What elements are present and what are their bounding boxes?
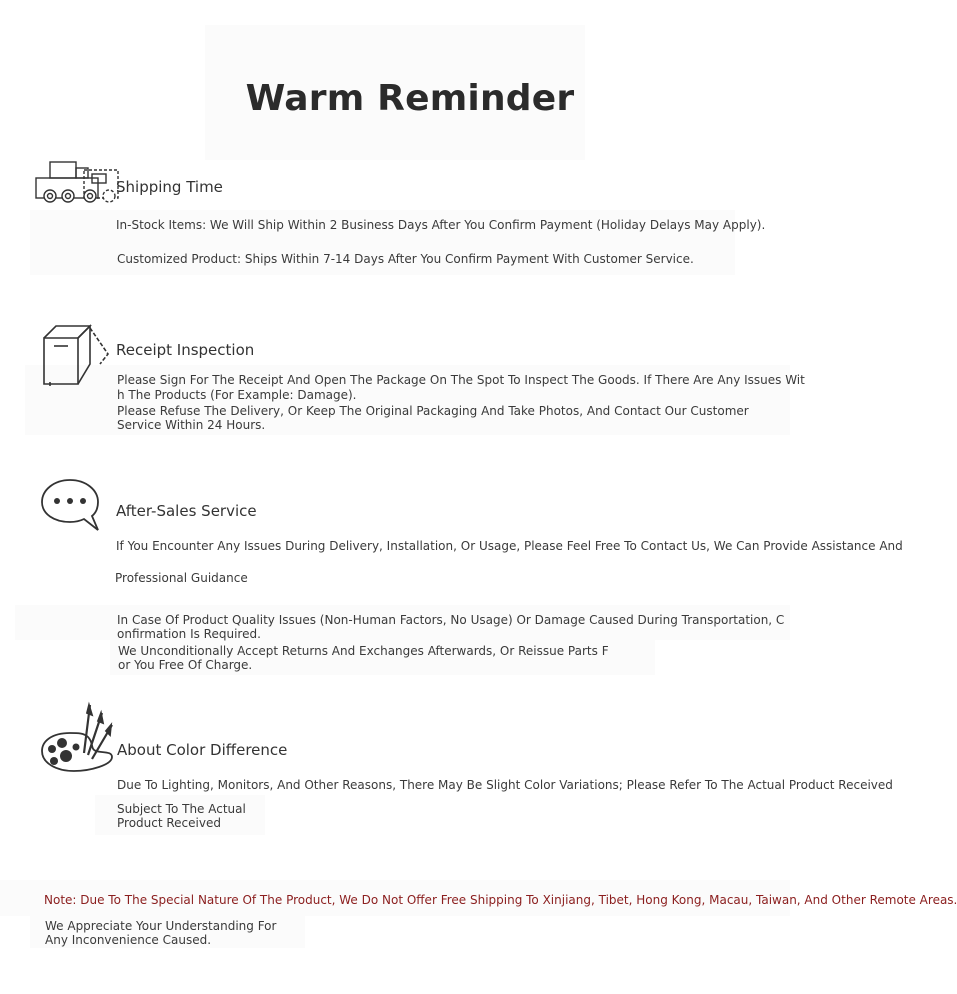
color-difference-heading: About Color Difference [117,741,288,759]
receipt-line-3: Please Refuse The Delivery, Or Keep The Original Packaging And Take Photos, And Contact Our Customer [117,404,749,418]
color-line-1: Due To Lighting, Monitors, And Other Reasons, There May Be Slight Color Variations; Please Refer To The Actual Product Received [117,778,893,792]
receipt-line-2: h The Products (For Example: Damage). [117,388,357,402]
paint-palette-icon [40,703,116,773]
appreciation-line-2: Any Inconvenience Caused. [45,933,212,947]
after-sales-heading: After-Sales Service [116,502,257,520]
color-line-3: Product Received [117,816,221,830]
shipping-time-heading: Shipping Time [116,178,223,196]
after-sales-line-4: onfirmation Is Required. [117,627,261,641]
shipping-note: Note: Due To The Special Nature Of The Product, We Do Not Offer Free Shipping To Xinjiang, Tibet, Hong Kong, Macau, Taiwan, And Other Remote Areas. [44,893,957,907]
receipt-inspection-heading: Receipt Inspection [116,341,255,359]
after-sales-line-5: We Unconditionally Accept Returns And Exchanges Afterwards, Or Reissue Parts F [118,644,609,658]
truck-icon [34,160,120,206]
speech-bubble-icon [40,478,102,532]
page-title: Warm Reminder [245,78,575,119]
appreciation-line-1: We Appreciate Your Understanding For [45,919,277,933]
shipping-line-1: In-Stock Items: We Will Ship Within 2 Business Days After You Confirm Payment (Holiday Delays May Apply). [116,218,766,232]
after-sales-line-2: Professional Guidance [115,571,248,585]
after-sales-line-6: or You Free Of Charge. [118,658,253,672]
receipt-line-4: Service Within 24 Hours. [117,418,266,432]
after-sales-line-3: In Case Of Product Quality Issues (Non-Human Factors, No Usage) Or Damage Caused During Transportation, C [117,613,785,627]
after-sales-line-1: If You Encounter Any Issues During Delivery, Installation, Or Usage, Please Feel Free To Contact Us, We Can Provide Assistance And [116,539,903,553]
color-line-2: Subject To The Actual [117,802,246,816]
box-icon [42,324,112,388]
receipt-line-1: Please Sign For The Receipt And Open The Package On The Spot To Inspect The Goods. If There Are Any Issues Wit [117,373,805,387]
shipping-line-2: Customized Product: Ships Within 7-14 Days After You Confirm Payment With Customer Service. [117,252,694,266]
